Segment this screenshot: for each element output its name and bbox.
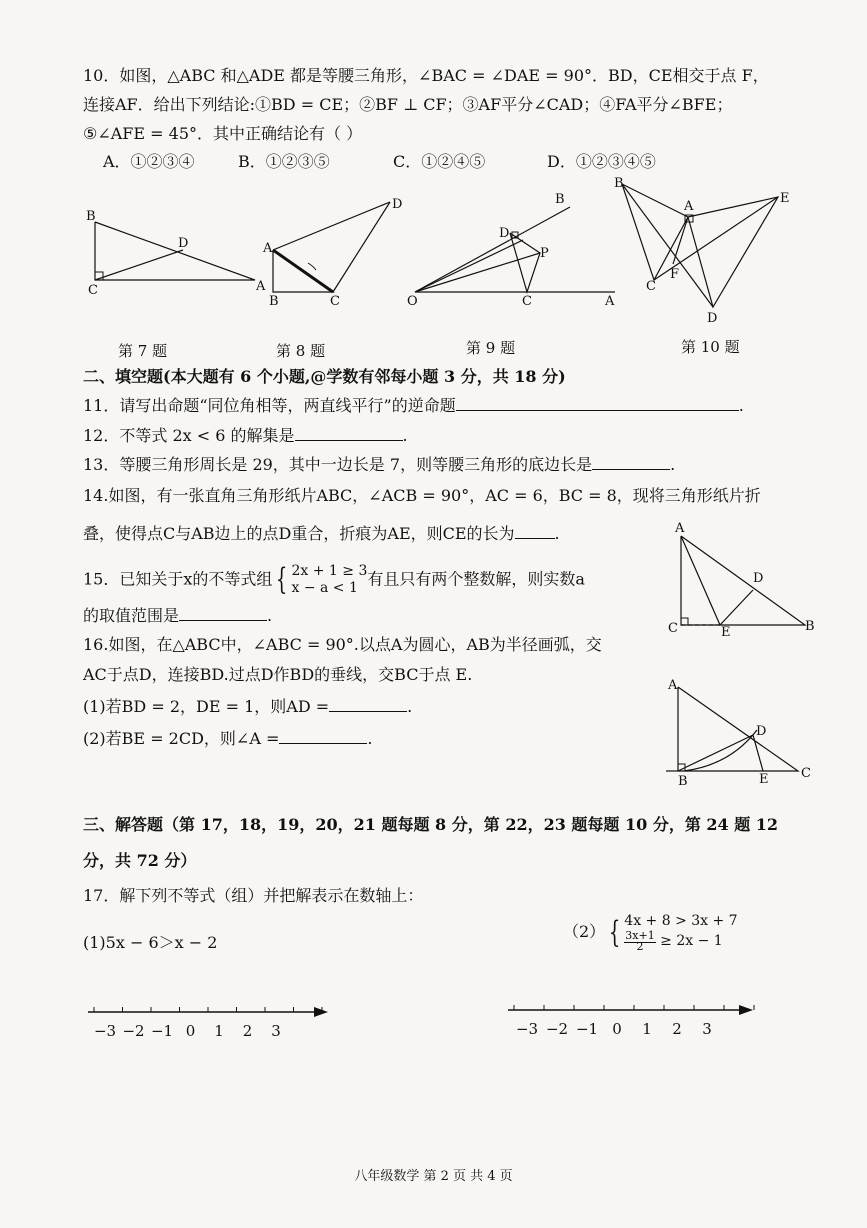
f9-label-o: O bbox=[407, 294, 418, 309]
q17-title: 17．解下列不等式（组）并把解表示在数轴上： bbox=[83, 886, 424, 905]
number-line-label: 2 bbox=[242, 1022, 253, 1040]
number-line-label: 1 bbox=[214, 1022, 224, 1040]
q11-text: 11．请写出命题“同位角相等，两直线平行”的逆命题 . bbox=[83, 396, 744, 415]
q12-prompt: 12．不等式 2x < 6 的解集是 bbox=[83, 426, 295, 445]
q17-part2 bbox=[563, 913, 738, 952]
q15-system bbox=[291, 563, 367, 597]
number-line-label: −1 bbox=[575, 1020, 599, 1038]
number-line-label: −3 bbox=[515, 1020, 539, 1038]
q14-prompt: 叠，使得点C与AB边上的点D重合，折痕为AE，则CE的长为 bbox=[83, 524, 515, 543]
q14-answer-blank bbox=[515, 524, 555, 539]
q10-line3: ⑤∠AFE = 45°．其中正确结论有（ ） bbox=[83, 124, 363, 143]
f14-label-a: A bbox=[675, 521, 685, 536]
figure-7 bbox=[80, 190, 270, 310]
q11-answer-blank bbox=[456, 396, 739, 411]
f10-label-f: F bbox=[670, 267, 680, 282]
f9-label-c: C bbox=[522, 294, 532, 309]
f8-label-a: A bbox=[263, 241, 273, 256]
number-line-label: −1 bbox=[150, 1022, 174, 1040]
f14-label-d: D bbox=[753, 571, 764, 586]
q10-option-a: A．①②③④ bbox=[103, 152, 195, 171]
q16-part2-prompt: (2)若BE = 2CD，则∠A = bbox=[83, 729, 280, 748]
q15-range-prompt: 的取值范围是 bbox=[83, 606, 180, 625]
number-line-label: 0 bbox=[612, 1020, 622, 1038]
number-line-2 bbox=[508, 998, 758, 1043]
q14-line1: 14.如图，有一张直角三角形纸片ABC，∠ACB = 90°，AC = 6，BC = 8，现将三角形纸片折 bbox=[83, 486, 761, 505]
f10-label-c: C bbox=[646, 279, 656, 294]
q13-text: 13．等腰三角形周长是 29，其中一边长是 7，则等腰三角形的底边长是 . bbox=[83, 455, 676, 474]
figure-10 bbox=[610, 172, 800, 327]
q16-line1: 16.如图，在△ABC中，∠ABC = 90°.以点A为圆心，AB为半径画弧，交 bbox=[83, 635, 602, 654]
q10-option-c: C．①②④⑤ bbox=[393, 152, 486, 171]
number-line-label: 3 bbox=[702, 1020, 712, 1038]
q17-part2-brace: { bbox=[609, 914, 621, 950]
q16-part1-prompt: (1)若BD = 2，DE = 1，则AD = bbox=[83, 697, 330, 716]
q12-answer-blank bbox=[295, 426, 403, 441]
q17-part2-inequality-1: 4x + 8 > 3x + 7 bbox=[624, 913, 738, 929]
q17-part2-system bbox=[624, 913, 737, 952]
q15-line1 bbox=[83, 563, 585, 597]
figure-16 bbox=[660, 675, 820, 795]
caption-figure-8: 第 8 题 bbox=[276, 342, 326, 360]
q17-part2-numerator: 3x+1 bbox=[625, 929, 655, 942]
q10-option-b: B．①②③⑤ bbox=[238, 152, 330, 171]
q15-answer-blank bbox=[179, 606, 267, 621]
caption-figure-7: 第 7 题 bbox=[118, 342, 168, 360]
f16-label-d: D bbox=[756, 724, 767, 739]
q15-prompt: 15．已知关于x的不等式组 bbox=[83, 569, 273, 589]
f16-label-e: E bbox=[759, 772, 769, 787]
caption-figure-10: 第 10 题 bbox=[681, 338, 740, 356]
q10-line1: 10．如图，△ABC 和△ADE 都是等腰三角形，∠BAC = ∠DAE = 90°．BD，CE相交于点 F， bbox=[83, 66, 769, 85]
f9-label-a: A bbox=[605, 294, 615, 309]
q13-answer-blank bbox=[592, 455, 670, 470]
f16-label-a: A bbox=[668, 678, 678, 693]
q17-part2-label: （2） bbox=[563, 922, 606, 941]
f10-label-d: D bbox=[707, 311, 718, 326]
f9-label-p: P bbox=[540, 246, 549, 261]
number-line-label: −2 bbox=[545, 1020, 569, 1038]
q17-part2-denominator: 2 bbox=[636, 940, 644, 953]
q17-part2-inequality-2-rest: ≥ 2x − 1 bbox=[660, 933, 723, 949]
q10-option-d: D．①②③④⑤ bbox=[547, 152, 656, 171]
q16-part2-blank bbox=[279, 729, 367, 744]
f10-label-e: E bbox=[780, 191, 790, 206]
f9-label-d: D bbox=[499, 226, 510, 241]
number-line-arrow bbox=[314, 1007, 328, 1017]
q15-condition: 有且只有两个整数解，则实数a bbox=[367, 569, 585, 589]
number-line-label: 3 bbox=[271, 1022, 281, 1040]
q16-part2: (2)若BE = 2CD，则∠A = . bbox=[83, 729, 373, 748]
number-line-label: 1 bbox=[642, 1020, 652, 1038]
q11-prompt: 11．请写出命题“同位角相等，两直线平行”的逆命题 bbox=[83, 396, 456, 415]
number-line-label: 0 bbox=[185, 1022, 196, 1040]
number-line-label: 2 bbox=[672, 1020, 682, 1038]
f8-label-d: D bbox=[392, 197, 403, 212]
f14-label-e: E bbox=[721, 625, 731, 640]
q16-part1-blank bbox=[329, 697, 407, 712]
f9-label-b: B bbox=[555, 192, 565, 207]
q12-text: 12．不等式 2x < 6 的解集是 . bbox=[83, 426, 408, 445]
number-line-label: −3 bbox=[93, 1022, 117, 1040]
q16-part1: (1)若BD = 2，DE = 1，则AD = . bbox=[83, 697, 413, 716]
section-2-heading: 二、填空题(本大题有 6 个小题,@学数有邻每小题 3 分，共 18 分) bbox=[83, 367, 566, 386]
f10-label-b: B bbox=[614, 176, 624, 191]
number-line-1 bbox=[88, 1000, 333, 1045]
number-line-label: −2 bbox=[122, 1022, 145, 1040]
f16-label-c: C bbox=[801, 766, 811, 781]
q17-part2-fraction bbox=[624, 930, 655, 952]
f16-label-b: B bbox=[678, 774, 688, 789]
f10-label-a: A bbox=[684, 199, 694, 214]
figure-9 bbox=[405, 185, 630, 310]
f8-label-b: B bbox=[269, 294, 279, 309]
f7-label-a: A bbox=[256, 279, 266, 294]
f7-label-d: D bbox=[178, 236, 189, 251]
caption-figure-9: 第 9 题 bbox=[466, 339, 516, 357]
figure-14 bbox=[665, 520, 835, 640]
f14-label-b: B bbox=[805, 619, 815, 634]
f8-label-c: C bbox=[330, 294, 340, 309]
q15-line2: 的取值范围是 . bbox=[83, 606, 273, 625]
section-3-heading-line2: 分，共 72 分） bbox=[83, 851, 197, 870]
figure-8 bbox=[260, 190, 410, 310]
q16-line2: AC于点D，连接BD.过点D作BD的垂线，交BC于点 E. bbox=[83, 665, 473, 684]
page-footer: 八年级数学 第 2 页 共 4 页 bbox=[354, 1169, 513, 1184]
q15-inequality-2: x − a < 1 bbox=[291, 580, 358, 596]
q13-prompt: 13．等腰三角形周长是 29，其中一边长是 7，则等腰三角形的底边长是 bbox=[83, 455, 593, 474]
q14-line2: 叠，使得点C与AB边上的点D重合，折痕为AE，则CE的长为 . bbox=[83, 524, 560, 543]
f7-label-c: C bbox=[88, 283, 98, 298]
q15-inequality-1: 2x + 1 ≥ 3 bbox=[291, 563, 368, 579]
f14-label-c: C bbox=[668, 621, 678, 636]
number-line-arrow bbox=[739, 1005, 753, 1015]
q10-line2: 连接AF．给出下列结论:①BD = CE；②BF ⊥ CF；③AF平分∠CAD；④FA平分∠BFE； bbox=[83, 95, 733, 114]
f7-label-b: B bbox=[86, 209, 96, 224]
section-3-heading-line1: 三、解答题（第 17，18，19，20，21 题每题 8 分，第 22，23 题每题 10 分，第 24 题 12 bbox=[83, 815, 779, 834]
q17-part1: (1)5x − 6＞x − 2 bbox=[83, 933, 218, 952]
q15-brace: { bbox=[276, 562, 288, 597]
